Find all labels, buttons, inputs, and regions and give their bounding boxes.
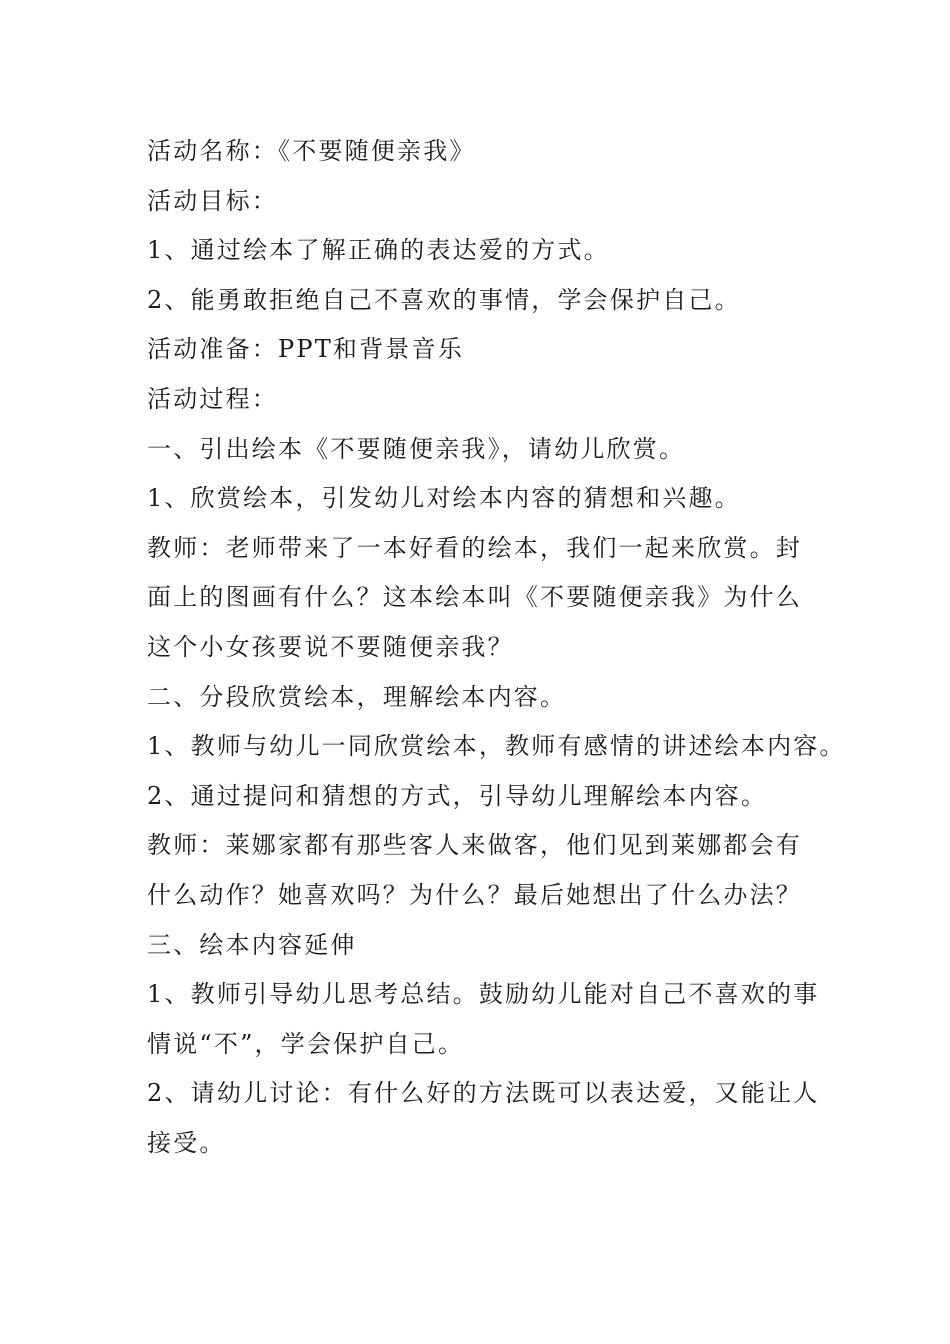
teacher-dialogue-1-line-1: 教师：老师带来了一本好看的绘本，我们一起来欣赏。封	[147, 533, 802, 562]
section-3-item-2-line-2: 接受。	[147, 1128, 226, 1157]
section-3-heading: 三、绘本内容延伸	[147, 930, 357, 959]
goal-item-2: 2、能勇敢拒绝自己不喜欢的事情，学会保护自己。	[147, 285, 741, 314]
section-3-item-1-line-1: 1、教师引导幼儿思考总结。鼓励幼儿能对自己不喜欢的事	[147, 980, 820, 1009]
teacher-dialogue-2-line-1: 教师：莱娜家都有那些客人来做客，他们见到莱娜都会有	[147, 831, 802, 860]
activity-goals-heading: 活动目标：	[147, 186, 278, 215]
activity-preparation-line: 活动准备：PPT和背景音乐	[147, 335, 464, 364]
section-2-heading: 二、分段欣赏绘本，理解绘本内容。	[147, 682, 567, 711]
section-2-item-1: 1、教师与幼儿一同欣赏绘本，教师有感情的讲述绘本内容。	[147, 732, 846, 761]
activity-process-heading: 活动过程：	[147, 384, 278, 413]
activity-name-line: 活动名称：《不要随便亲我》	[147, 137, 476, 165]
section-2-item-2: 2、通过提问和猜想的方式，引导幼儿理解绘本内容。	[147, 781, 768, 810]
section-3-item-2-line-1: 2、请幼儿讨论：有什么好的方法既可以表达爱，又能让人	[147, 1079, 820, 1108]
teacher-dialogue-1-line-2: 面上的图画有什么？这本绘本叫《不要随便亲我》为什么	[147, 583, 802, 612]
document-body	[147, 127, 846, 1168]
goal-item-1: 1、通过绘本了解正确的表达爱的方式。	[147, 236, 610, 265]
section-1-heading: 一、引出绘本《不要随便亲我》，请幼儿欣赏。	[147, 434, 686, 463]
teacher-dialogue-1-line-3: 这个小女孩要说不要随便亲我？	[147, 632, 514, 661]
section-1-item-1: 1、欣赏绘本，引发幼儿对绘本内容的猜想和兴趣。	[147, 484, 741, 513]
section-3-item-1-line-2: 情说“不”，学会保护自己。	[147, 1029, 465, 1058]
teacher-dialogue-2-line-2: 什么动作？她喜欢吗？为什么？最后她想出了什么办法？	[147, 880, 802, 909]
